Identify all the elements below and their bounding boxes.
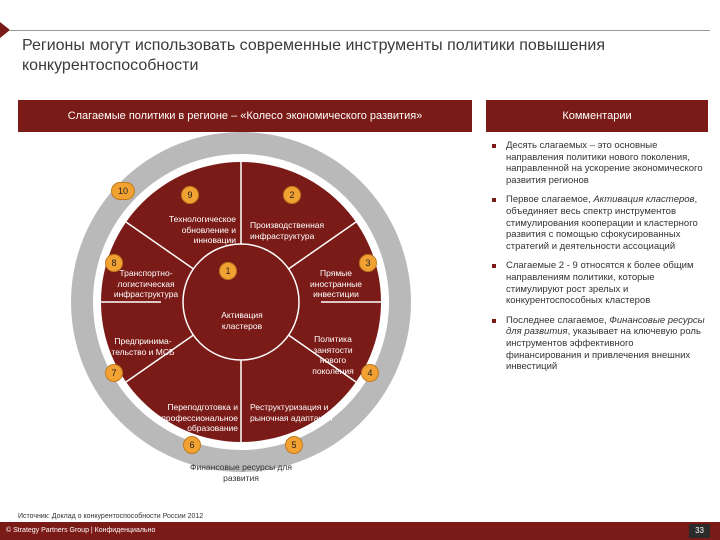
segment-7-badge: 7 <box>105 364 123 382</box>
comment-item <box>488 315 710 373</box>
segment-4-badge: 4 <box>361 364 379 382</box>
comment-text: Последнее слагаемое, <box>506 314 610 326</box>
segment-2-label: Производственная инфраструктура <box>250 220 325 241</box>
page-number: 33 <box>689 524 710 538</box>
segment-5-label: Реструктуризация и рыночная адаптация <box>250 402 333 423</box>
comments-list <box>488 140 710 381</box>
comment-text: Финансовые ресурсы для развития <box>506 314 705 338</box>
comment-text: , указывает на ключевую роль инструментов эффективного финансирования и привлечения внешних инвестиций <box>506 326 701 373</box>
page-title: Регионы могут использовать современные инструменты политики повышения конкурентоспособности <box>22 37 605 74</box>
copyright-text: © Strategy Partners Group | Конфиденциально <box>6 527 156 534</box>
segment-1-label: Активация кластеров <box>221 310 263 331</box>
segment-6-label: Переподготовка и профессиональное образование <box>161 402 238 433</box>
segment-8-badge: 8 <box>105 254 123 272</box>
segment-4-label: Политика занятости нового поколения <box>312 334 354 376</box>
center-hub <box>183 244 299 360</box>
comment-text: Активация кластеров <box>593 194 695 206</box>
segment-2-badge: 2 <box>283 186 301 204</box>
bullet-marker <box>492 198 496 202</box>
segment-3-badge: 3 <box>359 254 377 272</box>
comment-text: Слагаемые 2 - 9 относятся к более общим направлениям политики, которые стимулируют рост зрелых и конкурентоспособных кластеров <box>506 260 694 307</box>
footer-bar <box>0 522 720 540</box>
segment-10-label: Финансовые ресурсы для развития <box>190 462 292 483</box>
bullet-marker <box>492 264 496 268</box>
segment-7-label: Предпринима-тельство и МСБ <box>111 336 175 357</box>
segment-5-badge: 5 <box>285 436 303 454</box>
segment-3-label: Прямые иностранные инвестиции <box>310 268 362 299</box>
comments-header: Комментарии <box>486 100 708 132</box>
source-note: Источник: Доклад о конкурентоспособности России 2012 <box>18 513 204 520</box>
bullet-marker <box>492 319 496 323</box>
segment-9-label: Технологическое обновление и инновации <box>168 214 236 245</box>
wheel-header: Слагаемые политики в регионе – «Колесо экономического развития» <box>18 100 472 132</box>
comment-text: , объединяет весь спектр инструментов стимулирования кооперации и кластерного развития с помощью сфокусированных стратегий и деятельности ассоциаций <box>506 194 698 252</box>
comment-item <box>488 260 710 306</box>
comment-item <box>488 140 710 186</box>
bullet-marker <box>492 144 496 148</box>
segment-8-label: Транспортно-логистическая инфраструктура <box>113 268 179 299</box>
comment-item <box>488 194 710 252</box>
comment-text: Первое слагаемое, <box>506 194 594 206</box>
segment-10-badge: 10 <box>111 182 135 200</box>
segment-1-badge: 1 <box>219 262 237 280</box>
segment-9-badge: 9 <box>181 186 199 204</box>
segment-6-badge: 6 <box>183 436 201 454</box>
comment-text: Десять слагаемых – это основные направления политики нового поколения, направленной на ускорение экономического развития регионов <box>506 140 703 186</box>
